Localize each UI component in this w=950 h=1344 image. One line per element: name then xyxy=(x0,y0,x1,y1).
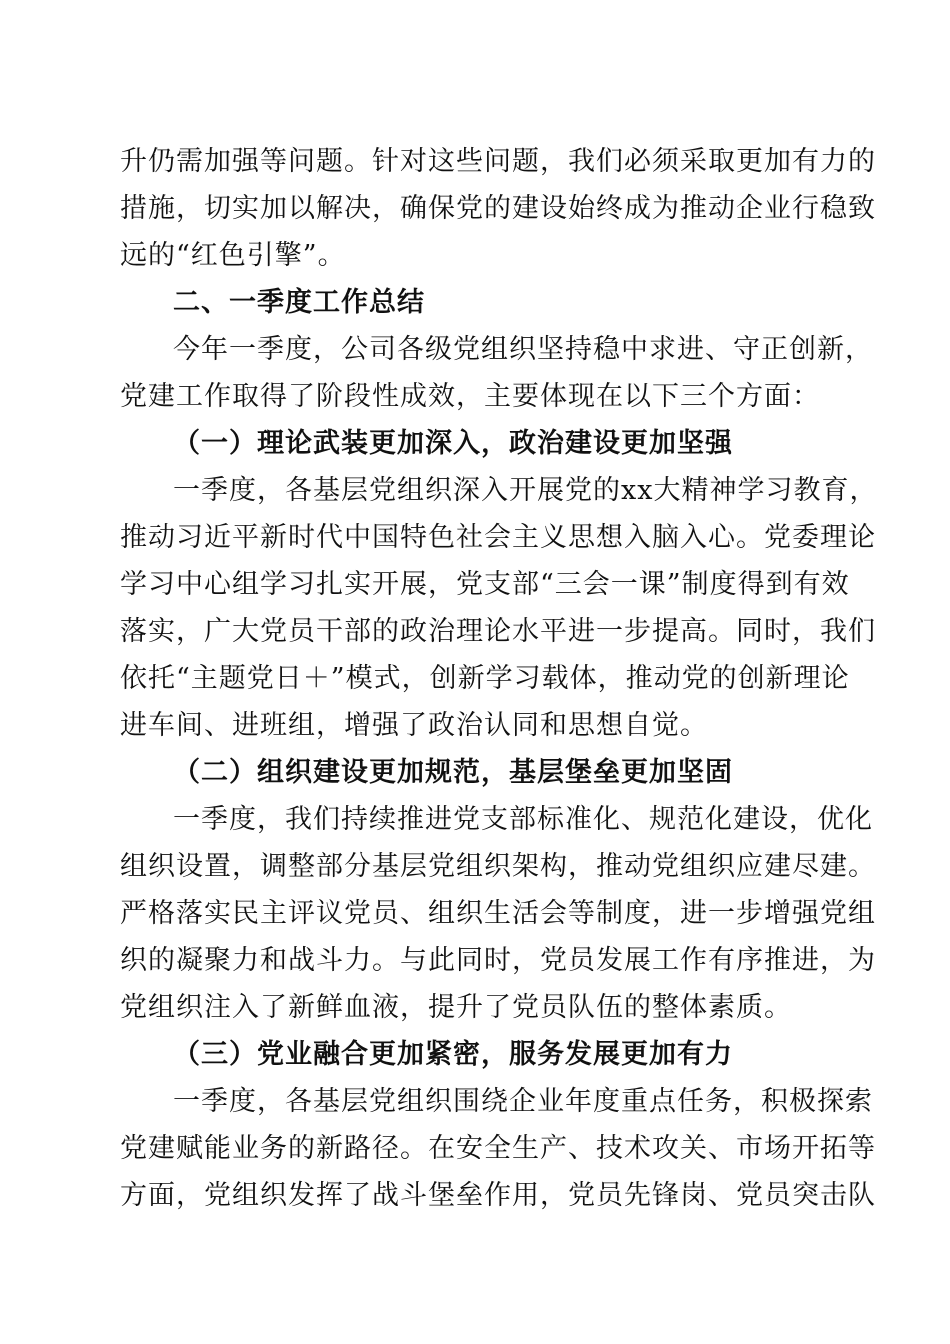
paragraph-line: 党建赋能业务的新路径。在安全生产、技术攻关、市场开拓等 xyxy=(120,1133,876,1164)
paragraph-line: 党组织注入了新鲜血液，提升了党员队伍的整体素质。 xyxy=(120,992,792,1023)
paragraph-line: 落实，广大党员干部的政治理论水平进一步提高。同时，我们 xyxy=(120,616,876,647)
paragraph-line: 一季度，各基层党组织深入开展党的xx大精神学习教育， xyxy=(173,475,878,506)
paragraph-line: 推动习近平新时代中国特色社会主义思想入脑入心。党委理论 xyxy=(120,522,876,553)
paragraph-line: 今年一季度，公司各级党组织坚持稳中求进、守正创新， xyxy=(173,334,873,365)
paragraph-line: 一季度，各基层党组织围绕企业年度重点任务，积极探索 xyxy=(173,1086,873,1117)
paragraph-line: 严格落实民主评议党员、组织生活会等制度，进一步增强党组 xyxy=(120,898,876,929)
paragraph-line: 措施，切实加以解决，确保党的建设始终成为推动企业行稳致 xyxy=(120,193,876,224)
paragraph-line: 组织设置，调整部分基层党组织架构，推动党组织应建尽建。 xyxy=(120,851,876,882)
paragraph-line: 进车间、进班组，增强了政治认同和思想自觉。 xyxy=(120,710,708,741)
paragraph-line: 一季度，我们持续推进党支部标准化、规范化建设，优化 xyxy=(173,804,873,835)
paragraph-line: 学习中心组学习扎实开展，党支部“三会一课”制度得到有效 xyxy=(120,569,850,600)
subsection-heading: （二）组织建设更加规范，基层堡垒更加坚固 xyxy=(173,757,733,788)
paragraph-line: 远的“红色引擎”。 xyxy=(120,240,346,271)
subsection-heading: （三）党业融合更加紧密，服务发展更加有力 xyxy=(173,1039,733,1070)
section-heading: 二、一季度工作总结 xyxy=(173,287,425,318)
paragraph-line: 方面，党组织发挥了战斗堡垒作用，党员先锋岗、党员突击队 xyxy=(120,1180,876,1211)
paragraph-line: 党建工作取得了阶段性成效，主要体现在以下三个方面： xyxy=(120,381,820,412)
paragraph-line: 依托“主题党日＋”模式，创新学习载体，推动党的创新理论 xyxy=(120,663,850,694)
paragraph-line: 织的凝聚力和战斗力。与此同时，党员发展工作有序推进，为 xyxy=(120,945,876,976)
subsection-heading: （一）理论武装更加深入，政治建设更加坚强 xyxy=(173,428,733,459)
paragraph-line: 升仍需加强等问题。针对这些问题，我们必须采取更加有力的 xyxy=(120,146,876,177)
